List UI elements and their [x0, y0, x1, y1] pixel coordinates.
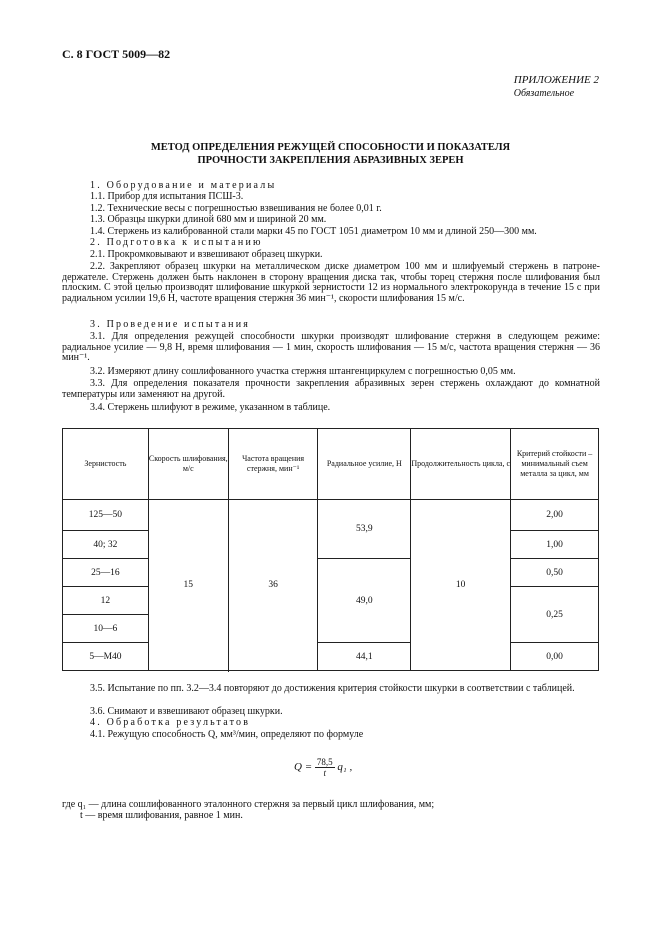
paragraph-3-1: 3.1. Для определения режущей способности шкурки производят шлифование стержня в следующем режиме: радиальное усилие — 9,8 Н, время шлифования — 1 мин, скорость шлифования — 15 м/с, частота вращения стержня — 36 мин⁻¹.	[62, 331, 600, 364]
paragraph-2-1: 2.1. Прокромковывают и взвешивают образец шкурки.	[90, 249, 323, 260]
where-line-1: где q₁ — длина сошлифованного эталонного стержня за первый цикл шлифования, мм;	[62, 799, 435, 810]
paragraph-1-4: 1.4. Стержень из калиброванной стали марки 45 по ГОСТ 1051 диаметром 10 мм и длиной 250—300 мм.	[90, 226, 537, 237]
grit-cell: 40; 32	[63, 531, 149, 559]
formula	[294, 757, 352, 778]
document-title	[62, 141, 599, 167]
where-line-2: t — время шлифования, равное 1 мин.	[80, 810, 243, 821]
criterion-cell: 0,00	[511, 643, 599, 671]
table-row	[63, 559, 599, 587]
page-header: С. 8 ГОСТ 5009—82	[62, 47, 171, 61]
formula-denominator: t	[323, 768, 326, 778]
header-duration: Продолжительность цикла, с	[411, 429, 511, 500]
paragraph-3-2: 3.2. Измеряют длину сошлифованного участка стержня штангенциркулем с погрешностью 0,05 мм.	[90, 366, 516, 377]
paragraph-3-3: 3.3. Для определения показателя прочности закрепления абразивных зерен стержень охлаждают до комнатной температуры или заменяют на другой.	[62, 378, 600, 400]
table-header-row	[63, 429, 599, 500]
section-heading-3: 3. Проведение испытания	[90, 319, 251, 330]
paragraph-3-6: 3.6. Снимают и взвешивают образец шкурки.	[90, 706, 283, 717]
appendix-status: Обязательное	[513, 88, 575, 99]
title-line-1: МЕТОД ОПРЕДЕЛЕНИЯ РЕЖУЩЕЙ СПОСОБНОСТИ И ПОКАЗАТЕЛЯ	[150, 142, 511, 153]
grit-cell: 25—16	[63, 559, 149, 587]
header-frequency: Частота вращения стержня, мин⁻¹	[228, 429, 318, 500]
duration-cell: 10	[411, 500, 511, 671]
formula-rhs: q₁ ,	[337, 761, 353, 774]
grit-cell: 125—50	[63, 500, 149, 531]
header-grit: Зернистость	[63, 429, 149, 500]
criterion-cell: 2,00	[511, 500, 599, 531]
appendix-label	[514, 74, 599, 99]
paragraph-2-2: 2.2. Закрепляют образец шкурки на металлическом диске диаметром 100 мм и шлифуемый стержень в патроне-держателе. Стержень должен быть наклонен в сторону вращения диска так, чтобы торец стержня после шлифования был плоским. С этой целью производят шлифование шкуркой зернистости 12 из нормального электрокорунда в течение 15 с при радиальном усилии 19,6 Н, частоте вращения стержня 36 мин⁻¹, скорости шлифования 15 м/с.	[62, 261, 600, 304]
formula-numerator: 78,5	[316, 757, 333, 767]
criterion-cell: 0,50	[511, 559, 599, 587]
frequency-cell: 36	[228, 500, 318, 671]
force-cell: 44,1	[318, 643, 411, 671]
paragraph-1-3: 1.3. Образцы шкурки длиной 680 мм и шириной 20 мм.	[90, 214, 327, 225]
force-cell: 53,9	[318, 500, 411, 559]
paragraph-3-4: 3.4. Стержень шлифуют в режиме, указанном в таблице.	[90, 402, 331, 413]
section-heading-4: 4. Обработка результатов	[90, 717, 251, 728]
grit-cell: 10—6	[63, 615, 149, 643]
paragraph-4-1: 4.1. Режущую способность Q, мм³/мин, определяют по формуле	[90, 729, 364, 740]
criterion-cell: 1,00	[511, 531, 599, 559]
header-speed: Скорость шлифования, м/с	[148, 429, 228, 500]
header-force: Радиальное усилие, Н	[318, 429, 411, 500]
paragraph-1-1: 1.1. Прибор для испытания ПСШ-3.	[90, 191, 244, 202]
paragraph-3-5: 3.5. Испытание по пп. 3.2—3.4 повторяют до достижения критерия стойкости шкурки в соответствии с таблицей.	[90, 683, 575, 694]
appendix-title: ПРИЛОЖЕНИЕ 2	[513, 74, 599, 86]
table-row	[63, 500, 599, 531]
speed-cell: 15	[148, 500, 228, 671]
formula-lhs: Q =	[294, 761, 313, 774]
test-mode-table	[62, 428, 599, 671]
header-criterion: Критерий стойкости – минимальный съем металла за цикл, мм	[511, 429, 599, 500]
grit-cell: 12	[63, 587, 149, 615]
force-cell: 49,0	[318, 559, 411, 643]
section-heading-2: 2. Подготовка к испытанию	[90, 237, 263, 248]
section-heading-1: 1. Оборудование и материалы	[90, 180, 277, 191]
paragraph-1-2: 1.2. Технические весы с погрешностью взвешивания не более 0,01 г.	[90, 203, 382, 214]
criterion-cell: 0,25	[511, 587, 599, 643]
title-line-2: ПРОЧНОСТИ ЗАКРЕПЛЕНИЯ АБРАЗИВНЫХ ЗЕРЕН	[197, 155, 464, 166]
grit-cell: 5—М40	[63, 643, 149, 671]
formula-fraction	[315, 757, 335, 778]
